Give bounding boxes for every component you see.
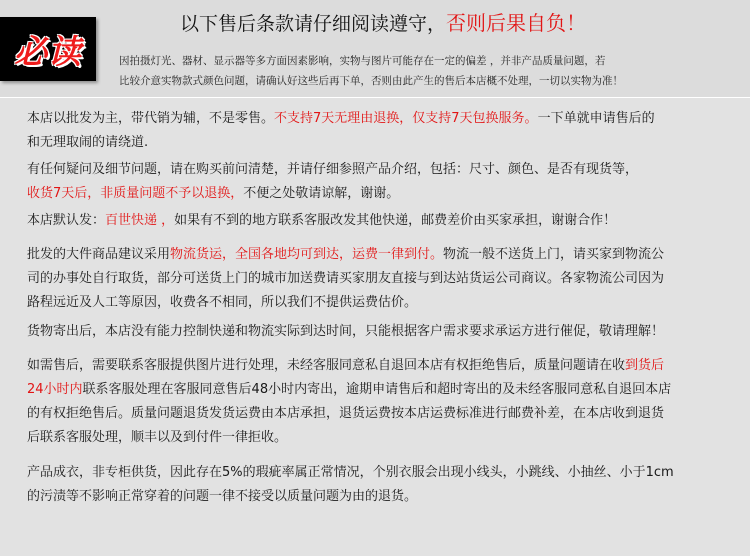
paragraph-after-sales: [27, 354, 671, 450]
policy-text: 如果有不到的地方联系客服改发其他快递，邮费差价由买家承担，谢谢合作！: [174, 213, 617, 228]
header: [0, 0, 750, 98]
paragraph-line: 和无理取闹的请绕道.: [27, 135, 149, 150]
paragraph-courier: [27, 209, 616, 233]
paragraph-defect-rate: [27, 461, 674, 509]
paragraph-line: 产品成衣，非专柜供货，因此存在5%的瑕疵率属正常情况，个别衣服会出现小线头，小跳线、小抽丝、小于1cm: [27, 465, 674, 480]
policy-highlight: 物流货运，全国各地均可到达，运费一律到付。: [170, 247, 444, 262]
policy-text: 物流一般不送货上门，请买家到物流公: [443, 247, 665, 262]
paragraph-delivery-time: [27, 320, 664, 344]
paragraph-line: [27, 378, 671, 402]
paragraph-line: 路程远近及人工等原因，收费各不相同，所以我们不提供运费估价。: [27, 295, 418, 310]
policy-highlight: 收货7天后，非质量问题不予以退换，: [27, 186, 244, 201]
intro-notice: [119, 51, 623, 91]
page-title: [180, 10, 586, 37]
policy-text: 批发的大件商品建议采用: [27, 247, 171, 262]
paragraph-line: 货物寄出后，本店没有能力控制快递和物流实际到达时间，只能根据客户需求要求承运方进行催促，敬请理解！: [27, 324, 665, 339]
policy-highlight: 不支持7天无理由退换，仅支持7天包换服务。: [274, 111, 538, 126]
intro-line-1: 因拍摄灯光、器材、显示器等多方面因素影响，实物与图片可能存在一定的偏差 ，并非产品质量问题，若: [119, 55, 606, 67]
paragraph-line: 司的办事处自行取货，部分可送货上门的城市加送费请买家朋友直接与到达站货运公司商议。各家物流公司因为: [27, 271, 665, 286]
must-read-badge: [0, 17, 96, 81]
paragraph-line: [27, 209, 616, 233]
paragraph-line: [27, 243, 664, 267]
policy-text: 如需售后，需要联系客服提供图片进行处理，未经客服同意私自退回本店有权拒绝售后，质量问题请在收: [27, 358, 626, 373]
paragraph-line: 有任何疑问及细节问题，请在购买前问清楚，并请仔细参照产品介绍，包括：尺寸、颜色、是否有现货等，: [27, 162, 639, 177]
paragraph-freight: [27, 243, 664, 315]
policy-text: 一下单就申请售后的: [537, 111, 655, 126]
policy-text: 联系客服处理在客服同意售后48小时内寄出，逾期申请售后和超时寄出的及未经客服同意私自退回本店: [82, 382, 672, 397]
paragraph-line: 后联系客服处理，顺丰以及到付件一律拒收。: [27, 430, 288, 445]
policy-text: 本店默认发：: [27, 213, 106, 228]
title-text: 以下售后条款请仔细阅读遵守，: [180, 13, 447, 35]
paragraph-line: [27, 182, 638, 206]
policy-text: 不便之处敬请谅解，谢谢。: [243, 186, 400, 201]
title-warning: 否则后果自负！: [446, 11, 587, 35]
paragraph-wholesale: [27, 107, 655, 155]
policy-highlight: 到货后: [625, 358, 665, 373]
badge-text: 必读: [14, 31, 82, 71]
paragraph-line: 的有权拒绝售后。质量问题退货发货运费由本店承担，退货运费按本店运费标准进行邮费补差，在本店收到退货: [27, 406, 665, 421]
policy-highlight: 24小时内: [27, 382, 83, 397]
policy-highlight: 百世快递 ，: [105, 213, 175, 228]
policy-text: 本店以批发为主，带代销为辅，不是零售。: [27, 111, 275, 126]
paragraph-line: 的污渍等不影响正常穿着的问题一律不接受以质量问题为由的退货。: [27, 489, 418, 504]
paragraph-line: [27, 107, 655, 131]
paragraph-questions: [27, 158, 638, 206]
intro-line-2: 比较介意实物款式颜色问题，请确认好这些后再下单，否则由此产生的售后本店概不处理，一切以实物为准！: [119, 75, 623, 87]
paragraph-line: [27, 354, 671, 378]
